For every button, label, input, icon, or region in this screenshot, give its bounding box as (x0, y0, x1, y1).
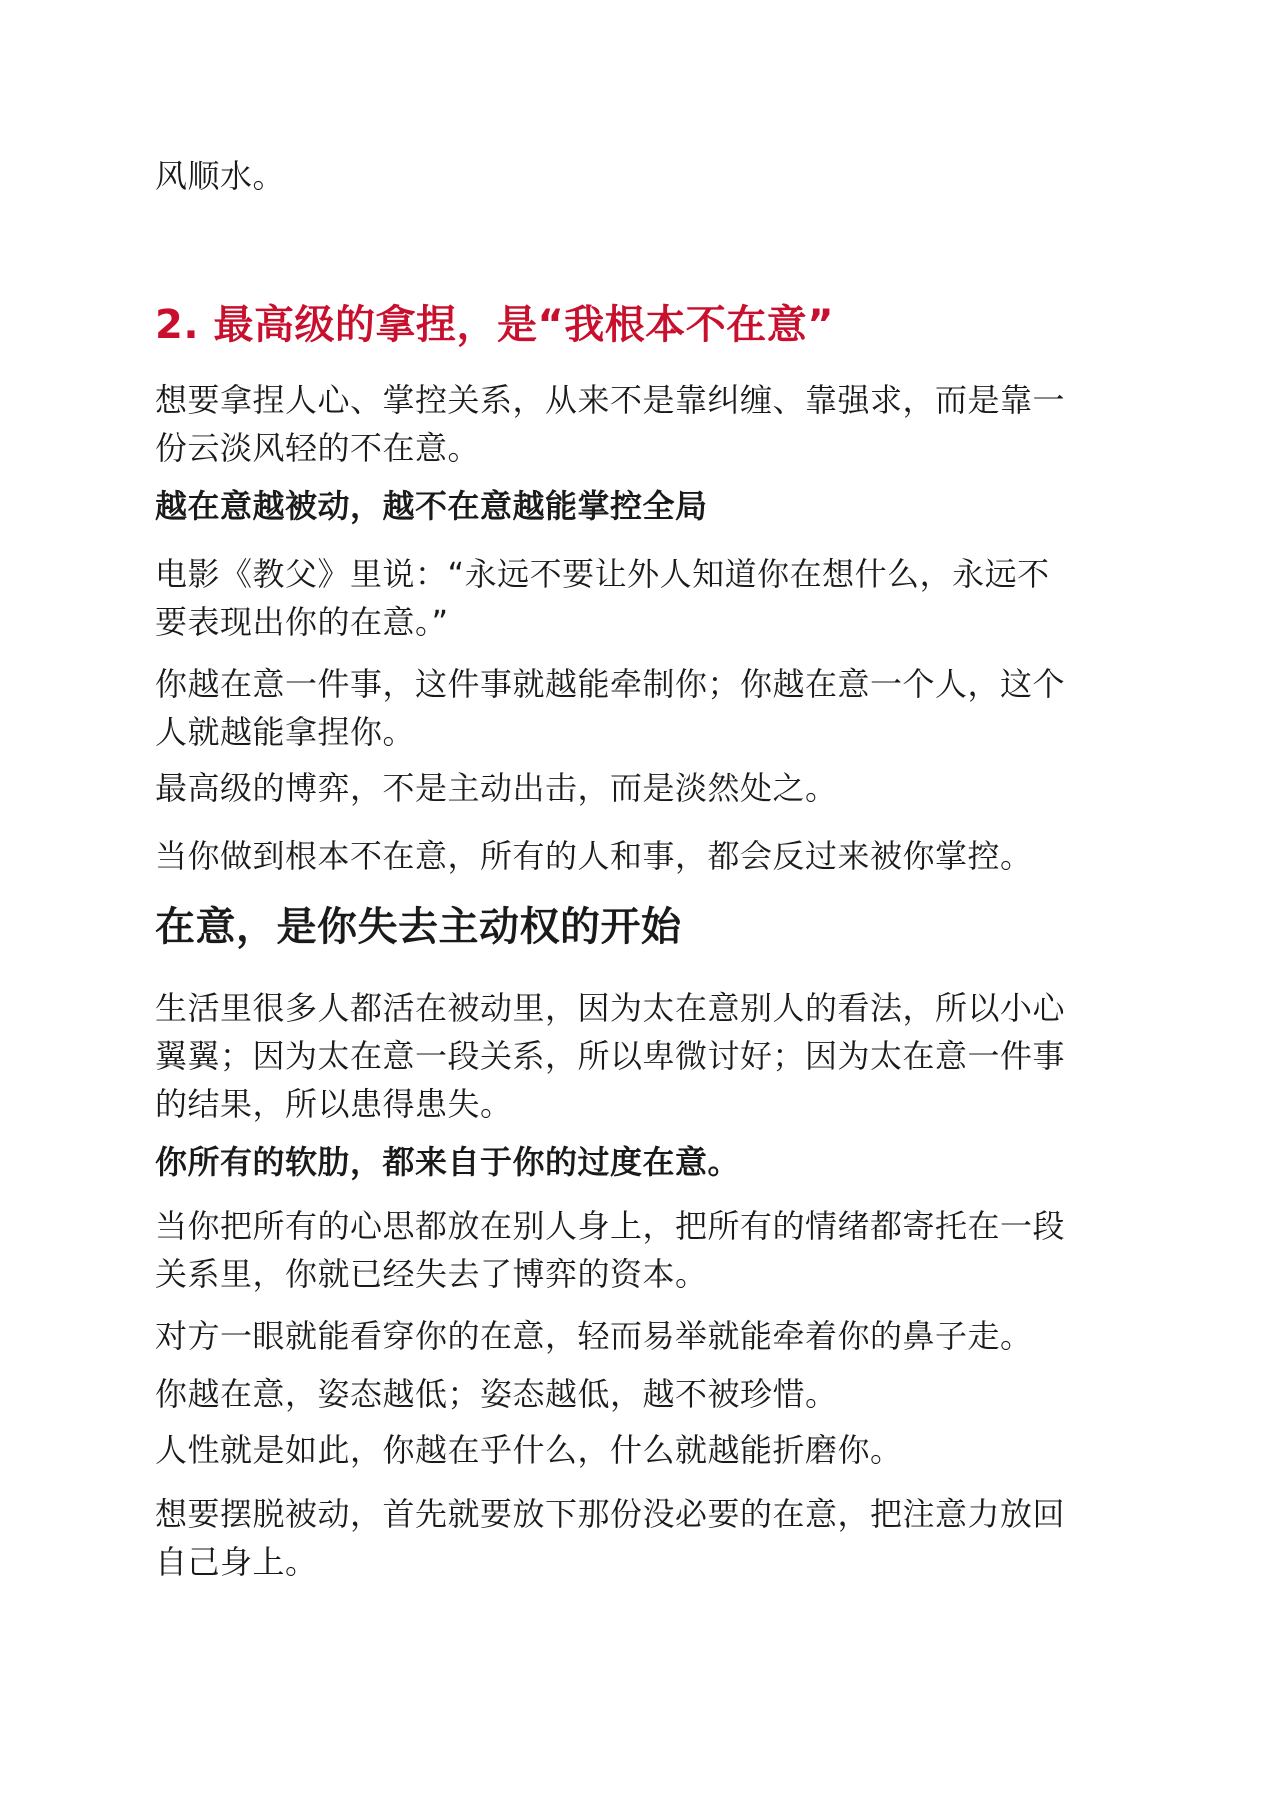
paragraph-line: 对方一眼就能看穿你的在意，轻而易举就能牵着你的鼻子走。 (155, 1317, 1033, 1355)
paragraph-line: 自己身上。 (155, 1543, 318, 1581)
paragraph-line: 生活里很多人都活在被动里，因为太在意别人的看法，所以小心 (155, 989, 1066, 1027)
bold-subheading: 你所有的软肋，都来自于你的过度在意。 (155, 1143, 741, 1181)
paragraph-line: 风顺水。 (155, 157, 286, 195)
paragraph-line: 要表现出你的在意。” (155, 603, 449, 641)
section-heading: 在意，是你失去主动权的开始 (155, 904, 682, 950)
paragraph-line: 当你做到根本不在意，所有的人和事，都会反过来被你掌控。 (155, 837, 1033, 875)
paragraph-line: 电影《教父》里说：“永远不要让外人知道你在想什么，永远不 (155, 555, 1050, 593)
paragraph-line: 关系里，你就已经失去了博弈的资本。 (155, 1255, 708, 1293)
paragraph-line: 份云淡风轻的不在意。 (155, 429, 481, 467)
paragraph-line: 人性就是如此，你越在乎什么，什么就越能折磨你。 (155, 1431, 903, 1469)
paragraph-line: 想要摆脱被动，首先就要放下那份没必要的在意，把注意力放回 (155, 1495, 1066, 1533)
paragraph-line: 最高级的博弈，不是主动出击，而是淡然处之。 (155, 769, 838, 807)
paragraph-line: 想要拿捏人心、掌控关系，从来不是靠纠缠、靠强求，而是靠一 (155, 381, 1066, 419)
paragraph-line: 的结果，所以患得患失。 (155, 1085, 513, 1123)
paragraph-line: 当你把所有的心思都放在别人身上，把所有的情绪都寄托在一段 (155, 1207, 1066, 1245)
bold-subheading: 越在意越被动，越不在意越能掌控全局 (155, 487, 708, 525)
section-heading: 2. 最高级的拿捏，是“我根本不在意” (155, 302, 835, 348)
paragraph-line: 你越在意，姿态越低；姿态越低，越不被珍惜。 (155, 1375, 838, 1413)
paragraph-line: 翼翼；因为太在意一段关系，所以卑微讨好；因为太在意一件事 (155, 1037, 1066, 1075)
paragraph-line: 你越在意一件事，这件事就越能牵制你；你越在意一个人，这个 (155, 665, 1066, 703)
paragraph-line: 人就越能拿捏你。 (155, 713, 416, 751)
